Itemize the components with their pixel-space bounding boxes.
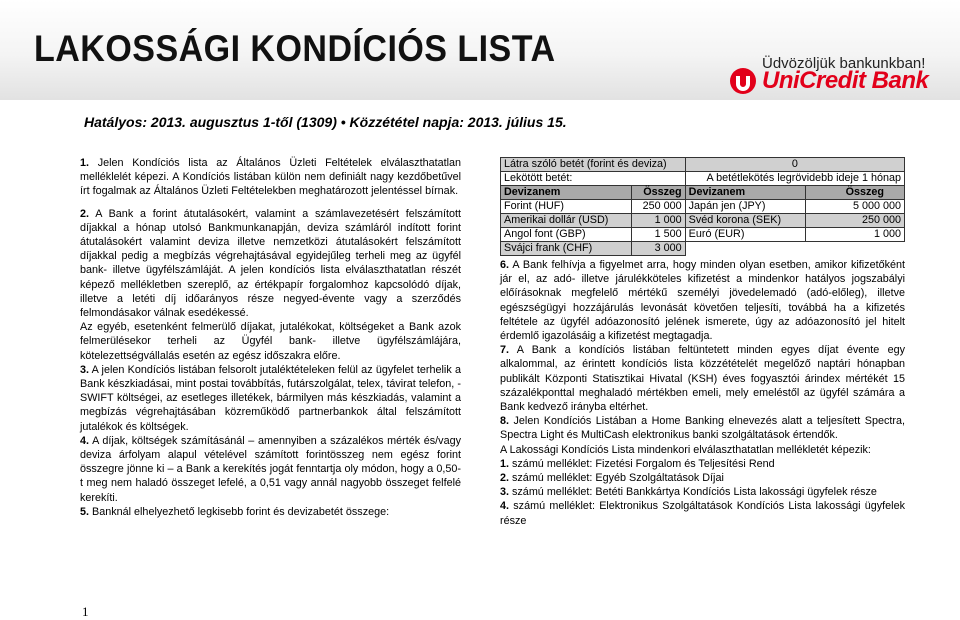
table-row: Lekötött betét: A betétlekötés legrövidebb ideje 1 hónap <box>501 172 905 186</box>
paragraph-5: 5. Banknál elhelyezhető legkisebb forint és devizabetét összege: <box>80 505 390 518</box>
paragraph-3: 3. A jelen Kondíciós listában felsorolt jutaléktételeken felül az ügyfelet terhelik a Bank készkiadásai, mint postai továbbítás, futárszolgálat, telex, távirat telefon, - SWIFT költségei, az esetleges illetékek, bármilyen más készkiadás, valamint a megbízás végrehajtásában közreműködő partnerbankok által felszámított jutalékok és költségek. <box>80 363 461 433</box>
list-item: 1. számú melléklet: Fizetési Forgalom és Teljesítési Rend <box>500 457 775 470</box>
table-row: Angol font (GBP) 1 500 Euró (EUR) 1 000 <box>501 228 905 242</box>
page-title: LAKOSSÁGI KONDÍCIÓS LISTA <box>34 28 556 69</box>
unicredit-logo <box>728 66 928 96</box>
left-column <box>80 156 461 519</box>
welcome-text: Üdvözöljük bankunkban! <box>762 55 926 72</box>
list-item: 3. számú melléklet: Betéti Bankkártya Kondíciós Lista lakossági ügyfelek része <box>500 486 877 499</box>
table-header-row: Devizanem Összeg Devizanem Összeg <box>501 186 905 200</box>
paragraph-6: 6. A Bank felhívja a figyelmet arra, hogy minden olyan esetben, amikor kifizetőként jár el, az adó- illetve járulékköteles kifizetést a mindenkor hatályos jogszabályi előírásoknak megfelelő mértékű személyi jövedelemadó (adó-előleg), illetve egészségügyi hozzájárulás levonását követően teljesíti, továbbá ha a kifizetés feltétele az ügyfél adóazonosító jelének ismerete, úgy az adóazonosító jel hitelt érdemlő igazolásáig a kifizetést megtagadja. <box>500 259 905 343</box>
page-number: 1 <box>82 604 89 619</box>
minimum-deposit-table <box>500 157 905 256</box>
table-row: Svájci frank (CHF) 3 000 <box>501 242 905 256</box>
attachments-intro: A Lakossági Kondíciós Lista mindenkori elválaszthatatlan mellékletét képezik: <box>500 443 871 456</box>
paragraph-8: 8. Jelen Kondíciós Listában a Home Banking elnevezés alatt a teljesített Spectra, Spectra Light és MultiCash elektronikus banki szolgáltatások értendők. <box>500 415 905 442</box>
list-item: 2. számú melléklet: Egyéb Szolgáltatások Díjai <box>500 472 724 485</box>
effective-date-line: Hatályos: 2013. augusztus 1-től (1309) • Közzététel napja: 2013. július 15. <box>84 114 567 130</box>
table-row: Amerikai dollár (USD) 1 000 Svéd korona (SEK) 250 000 <box>501 214 905 228</box>
paragraph-1: 1. Jelen Kondíciós lista az Általános Üzleti Feltételek elválaszthatatlan melléklelét képezi. A Kondíciós listában külön nem definiált nagy kezdőbetűvel írt fogalmak az Általános Üzleti Feltételekben meghatározott jelentéssel bírnak. <box>80 157 461 198</box>
paragraph-2: 2. A Bank a forint átutalásokért, valamint a számlavezetésért felszámított díjakkal a hónap utolsó Bankmunkanapján, deviza számláról indított forint átutalásokért valamint deviza illetve nemzetközi átutalásokért felszámított díjakkal pedig a megbízás végrehajtásával egyidejűleg terheli meg az ügyfél bank- illetve ügyfélszámláját. A jelen kondíciós lista elválaszthatatlan részét képező mellékletben szereplő, az értékpapír forgalomhoz kapcsolódó díjak, illetve a letéti díj időarányos része negyed-évente vagy a szerződés felmondásakor válnak esedékessé. <box>80 207 461 320</box>
list-item: 4. számú melléklet: Elektronikus Szolgáltatások Kondíciós Lista lakossági ügyfelek része <box>500 500 905 527</box>
table-row: Forint (HUF) 250 000 Japán jen (JPY) 5 000 000 <box>501 200 905 214</box>
paragraph-7: 7. A Bank a kondíciós listában feltüntetett minden egyes díjat évente egy alkalommal, az érintett kondíciós lista közzétételét megelőző naptári hónapban publikált Központi Statisztikai Hivatal (KSH) éves fogyasztói árindex mértékét 15 százalékponttal meghaladó mértékben emeli, mely emeléstől az ügyfél számára a Bank kedvező irányba eltérhet. <box>500 344 905 414</box>
table-row: Látra szóló betét (forint és deviza) 0 <box>501 158 905 172</box>
unicredit-emblem-icon <box>728 66 758 96</box>
brand-name: UniCredit Bank <box>762 67 929 94</box>
paragraph-2b: Az egyéb, esetenként felmerülő díjakat, jutalékokat, költségeket a Bank azok felmerülésekor terheli az Ügyfél bank- illetve ügyfélszámlájára, kötelezettségvállalás esetén az egész időszakra előre. <box>80 321 461 362</box>
paragraph-4: 4. A díjak, költségek számításánál – amennyiben a százalékos mérték és/vagy deviza árfolyam alapul vételével számított forintösszeg nem egész forint összegre jönne ki – a Bank a kerekítés jogát fenntartja oly módon, hogy a 0,50-t meg nem haladó összeget lefelé, a 0,51 vagy annál nagyobb összeget felfelé kerekíti. <box>80 434 461 504</box>
right-column <box>500 157 905 528</box>
